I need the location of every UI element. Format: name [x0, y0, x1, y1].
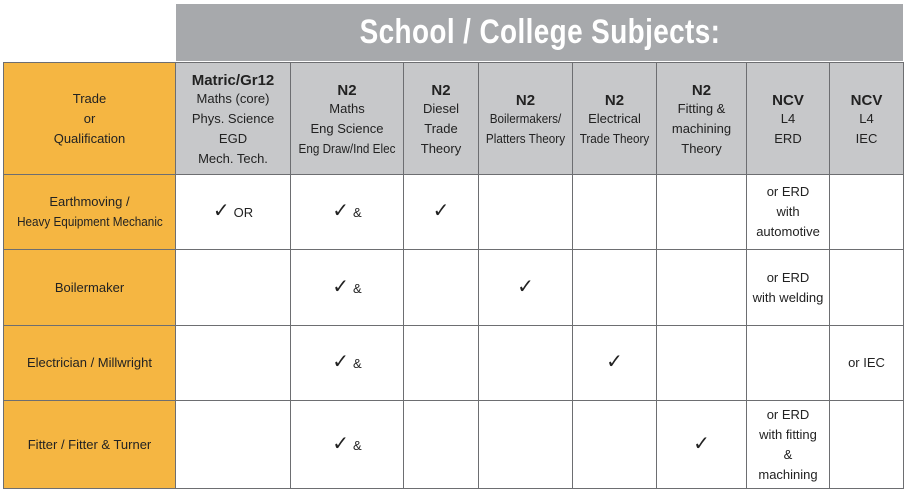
- column-header-matric: [176, 63, 291, 175]
- column-line: Platters Theory: [485, 131, 566, 146]
- column-line: Mech. Tech.: [198, 151, 268, 166]
- trade-line: Fitter / Fitter & Turner: [27, 436, 152, 452]
- column-header-n2-fitting: [657, 63, 747, 175]
- table-cell: [747, 326, 830, 401]
- column-header-n2-boilermakers: [479, 63, 573, 175]
- trade-line: Heavy Equipment Mechanic: [16, 214, 163, 229]
- cell-line: &: [783, 446, 793, 462]
- column-line: Trade: [424, 121, 458, 136]
- table-cell: [573, 326, 657, 401]
- check-icon: ✓: [332, 351, 350, 373]
- trade-line: Earthmoving /: [49, 194, 130, 209]
- column-line: Trade Theory: [579, 131, 650, 146]
- cell-line: or ERD: [766, 184, 810, 199]
- column-line: Maths: [329, 101, 365, 116]
- column-line: Eng Science: [310, 121, 384, 136]
- table-row: [4, 250, 904, 326]
- table-cell: [830, 175, 904, 250]
- cell-line: machining: [758, 466, 818, 482]
- table-cell: [657, 175, 747, 250]
- table-cell: [830, 326, 904, 401]
- table-cell: [573, 250, 657, 326]
- cell-line: or IEC: [848, 355, 885, 370]
- trade-line: Electrician / Millwright: [27, 355, 152, 370]
- trade-cell: [4, 401, 176, 489]
- table-cell: [479, 250, 573, 326]
- column-line: L4: [780, 111, 796, 126]
- table-cell: [291, 250, 404, 326]
- column-line: Fitting &: [677, 101, 726, 116]
- table-cell: [479, 326, 573, 401]
- trade-line: Boilermaker: [54, 279, 125, 295]
- table-cell: [830, 250, 904, 326]
- column-code: N2: [604, 92, 625, 109]
- table-cell: [176, 326, 291, 401]
- cell-suffix: OR: [233, 205, 254, 220]
- column-code: N2: [431, 82, 451, 99]
- table-row: [4, 401, 904, 489]
- column-line: EGD: [218, 131, 248, 146]
- column-line: IEC: [855, 131, 878, 146]
- trade-header-line: Trade: [72, 90, 107, 106]
- table-cell: [573, 175, 657, 250]
- column-header-n2-diesel: [404, 63, 479, 175]
- trade-column-header: [4, 63, 176, 175]
- table-cell: [404, 326, 479, 401]
- table-cell: [176, 250, 291, 326]
- cell-suffix: &: [353, 356, 362, 371]
- table-cell: [404, 250, 479, 326]
- table-cell: [747, 250, 830, 326]
- column-line: Diesel: [422, 101, 460, 116]
- check-icon: ✓: [432, 200, 450, 222]
- cell-line: automotive: [756, 224, 820, 239]
- column-header-n2-electrical: [573, 63, 657, 175]
- cell-line: with fitting: [759, 426, 817, 442]
- column-header-ncv-iec: [830, 63, 904, 175]
- table-cell: [404, 401, 479, 489]
- column-line: Boilermakers/: [489, 111, 562, 126]
- table-row: [4, 326, 904, 401]
- table-cell: [747, 401, 830, 489]
- trade-cell: [4, 250, 176, 326]
- table-cell: [291, 326, 404, 401]
- column-header-ncv-erd: [747, 63, 830, 175]
- column-line: Theory: [681, 141, 722, 156]
- table-cell: [479, 401, 573, 489]
- subjects-table: [3, 62, 904, 489]
- trade-header-line: or: [83, 110, 96, 126]
- banner-title: [176, 4, 903, 61]
- check-icon: ✓: [517, 275, 534, 298]
- table-cell: [404, 175, 479, 250]
- column-code: NCV: [772, 92, 804, 109]
- cell-line: or ERD: [766, 269, 810, 285]
- cell-line: with welding: [752, 289, 824, 305]
- table-cell: [573, 401, 657, 489]
- column-header-n2-maths: [291, 63, 404, 175]
- table-cell: [830, 401, 904, 489]
- trade-cell: [4, 326, 176, 401]
- table-cell: [291, 401, 404, 489]
- banner-title-text: School / College Subjects:: [359, 13, 720, 51]
- column-line: Maths (core): [196, 91, 270, 106]
- cell-line: with: [776, 204, 800, 219]
- column-line: ERD: [774, 131, 802, 146]
- trade-cell: [4, 175, 176, 250]
- table-cell: [479, 175, 573, 250]
- column-code: Matric/Gr12: [191, 72, 275, 89]
- check-icon: ✓: [332, 275, 350, 298]
- check-icon: ✓: [212, 200, 230, 222]
- check-icon: ✓: [332, 432, 350, 455]
- header-row: [4, 63, 904, 175]
- cell-suffix: &: [353, 205, 362, 220]
- check-icon: ✓: [332, 200, 350, 222]
- column-code: N2: [691, 82, 712, 99]
- column-line: Electrical: [588, 111, 641, 126]
- table-cell: [747, 175, 830, 250]
- table-cell: [657, 326, 747, 401]
- column-code: N2: [337, 82, 357, 99]
- column-line: L4: [859, 111, 874, 126]
- table-cell: [657, 250, 747, 326]
- column-code: NCV: [850, 92, 883, 109]
- check-icon: ✓: [606, 351, 623, 373]
- cell-line: or ERD: [766, 406, 810, 422]
- trade-header-line: Qualification: [53, 130, 126, 146]
- cell-suffix: &: [353, 437, 362, 453]
- column-line: Phys. Science: [191, 111, 275, 126]
- column-line: Eng Draw/Ind Elec: [298, 141, 396, 156]
- table-row: [4, 175, 904, 250]
- column-code: N2: [515, 92, 536, 109]
- column-line: Theory: [420, 141, 462, 156]
- table-cell: [657, 401, 747, 489]
- cell-suffix: &: [353, 280, 362, 296]
- table-cell: [291, 175, 404, 250]
- table-cell: [176, 175, 291, 250]
- column-line: machining: [671, 121, 732, 136]
- table-cell: [176, 401, 291, 489]
- check-icon: ✓: [693, 432, 710, 455]
